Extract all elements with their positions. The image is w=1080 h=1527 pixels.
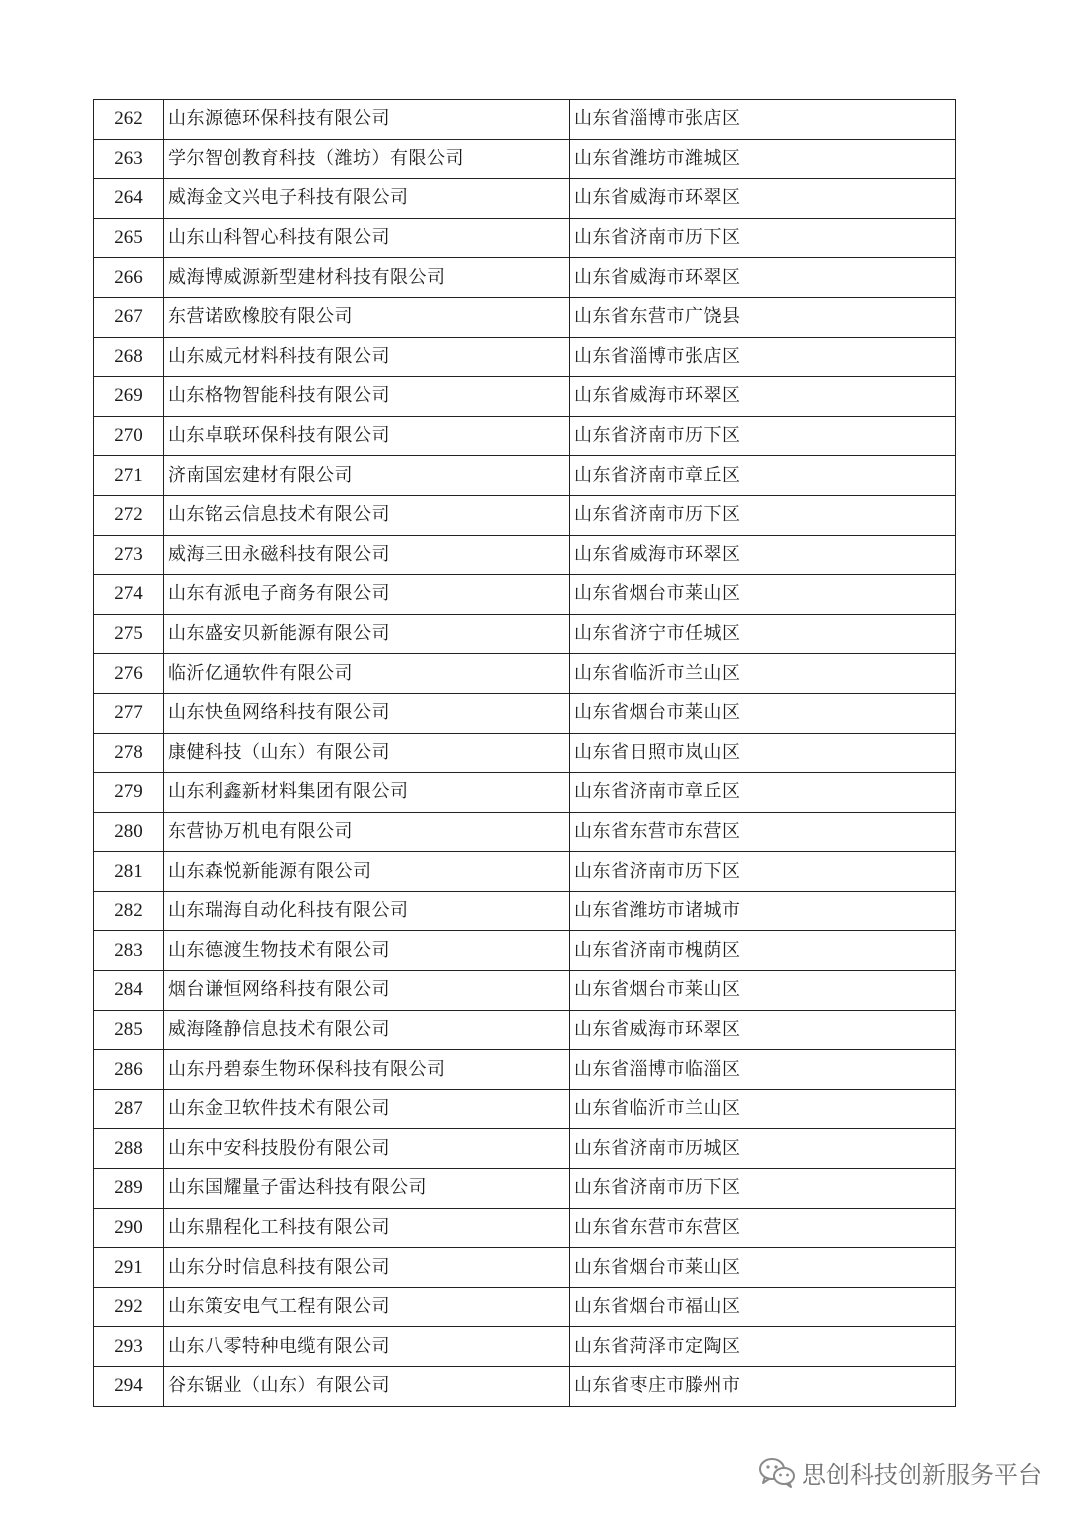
company-name: 山东分时信息科技有限公司 [164,1248,570,1288]
table-row [94,1010,956,1050]
table-row [94,931,956,971]
company-location: 山东省菏泽市定陶区 [570,1327,956,1367]
company-table [93,99,956,1407]
company-name: 康健科技（山东）有限公司 [164,733,570,773]
table-row [94,614,956,654]
watermark [758,1452,1042,1492]
row-number: 271 [94,456,164,496]
company-name: 威海隆静信息技术有限公司 [164,1010,570,1050]
company-location: 山东省烟台市莱山区 [570,693,956,733]
row-number: 266 [94,258,164,298]
table-row [94,377,956,417]
company-location: 山东省淄博市张店区 [570,337,956,377]
row-number: 280 [94,812,164,852]
company-location: 山东省济南市槐荫区 [570,931,956,971]
row-number: 291 [94,1248,164,1288]
wechat-icon [758,1456,796,1488]
company-location: 山东省济宁市任城区 [570,614,956,654]
row-number: 290 [94,1208,164,1248]
company-name: 山东鼎程化工科技有限公司 [164,1208,570,1248]
row-number: 278 [94,733,164,773]
company-location: 山东省东营市东营区 [570,1208,956,1248]
table-row [94,1367,956,1407]
table-row [94,139,956,179]
row-number: 286 [94,1050,164,1090]
row-number: 276 [94,654,164,694]
company-name: 威海金文兴电子科技有限公司 [164,179,570,219]
company-name: 山东德渡生物技术有限公司 [164,931,570,971]
company-location: 山东省济南市历下区 [570,852,956,892]
company-location: 山东省济南市历下区 [570,416,956,456]
row-number: 264 [94,179,164,219]
table-row [94,693,956,733]
company-name: 谷东锯业（山东）有限公司 [164,1367,570,1407]
company-location: 山东省威海市环翠区 [570,535,956,575]
company-name: 山东八零特种电缆有限公司 [164,1327,570,1367]
company-location: 山东省济南市章丘区 [570,773,956,813]
table-row [94,100,956,140]
company-location: 山东省淄博市临淄区 [570,1050,956,1090]
company-location: 山东省临沂市兰山区 [570,654,956,694]
company-name: 山东国耀量子雷达科技有限公司 [164,1169,570,1209]
company-name: 东营协万机电有限公司 [164,812,570,852]
row-number: 285 [94,1010,164,1050]
company-name: 山东中安科技股份有限公司 [164,1129,570,1169]
row-number: 288 [94,1129,164,1169]
table-row [94,1169,956,1209]
company-name: 山东有派电子商务有限公司 [164,575,570,615]
table-row [94,179,956,219]
company-location: 山东省烟台市莱山区 [570,971,956,1011]
table-row [94,1050,956,1090]
company-name: 山东盛安贝新能源有限公司 [164,614,570,654]
row-number: 282 [94,891,164,931]
table-row [94,891,956,931]
row-number: 277 [94,693,164,733]
company-location: 山东省淄博市张店区 [570,100,956,140]
company-name: 山东源德环保科技有限公司 [164,100,570,140]
company-name: 济南国宏建材有限公司 [164,456,570,496]
row-number: 267 [94,297,164,337]
company-name: 威海博威源新型建材科技有限公司 [164,258,570,298]
row-number: 263 [94,139,164,179]
row-number: 293 [94,1327,164,1367]
company-location: 山东省烟台市莱山区 [570,575,956,615]
company-location: 山东省烟台市福山区 [570,1287,956,1327]
table-row [94,297,956,337]
company-location: 山东省威海市环翠区 [570,377,956,417]
watermark-text: 思创科技创新服务平台 [802,1460,1042,1489]
table-row [94,258,956,298]
company-name: 烟台谦恒网络科技有限公司 [164,971,570,1011]
row-number: 273 [94,535,164,575]
table-row [94,812,956,852]
row-number: 279 [94,773,164,813]
table-row [94,1327,956,1367]
company-location: 山东省济南市历下区 [570,495,956,535]
table-row [94,852,956,892]
row-number: 289 [94,1169,164,1209]
table-row [94,575,956,615]
row-number: 268 [94,337,164,377]
row-number: 287 [94,1089,164,1129]
row-number: 281 [94,852,164,892]
row-number: 269 [94,377,164,417]
row-number: 262 [94,100,164,140]
company-location: 山东省济南市历下区 [570,218,956,258]
company-name: 山东金卫软件技术有限公司 [164,1089,570,1129]
company-location: 山东省东营市东营区 [570,812,956,852]
company-location: 山东省烟台市莱山区 [570,1248,956,1288]
table-row [94,495,956,535]
row-number: 270 [94,416,164,456]
company-name: 威海三田永磁科技有限公司 [164,535,570,575]
company-name: 东营诺欧橡胶有限公司 [164,297,570,337]
company-location: 山东省威海市环翠区 [570,1010,956,1050]
table-row [94,416,956,456]
company-name: 山东策安电气工程有限公司 [164,1287,570,1327]
company-name: 山东格物智能科技有限公司 [164,377,570,417]
company-location: 山东省潍坊市诸城市 [570,891,956,931]
company-location: 山东省临沂市兰山区 [570,1089,956,1129]
company-name: 山东瑞海自动化科技有限公司 [164,891,570,931]
company-name: 山东快鱼网络科技有限公司 [164,693,570,733]
company-location: 山东省济南市章丘区 [570,456,956,496]
row-number: 292 [94,1287,164,1327]
table-row [94,654,956,694]
company-name: 临沂亿通软件有限公司 [164,654,570,694]
table-row [94,337,956,377]
row-number: 265 [94,218,164,258]
company-location: 山东省济南市历下区 [570,1169,956,1209]
company-name: 山东威元材料科技有限公司 [164,337,570,377]
table-row [94,773,956,813]
row-number: 272 [94,495,164,535]
company-name: 山东卓联环保科技有限公司 [164,416,570,456]
table-row [94,218,956,258]
table-row [94,1248,956,1288]
table-row [94,971,956,1011]
table-row [94,1287,956,1327]
row-number: 284 [94,971,164,1011]
table-row [94,1089,956,1129]
company-location: 山东省东营市广饶县 [570,297,956,337]
row-number: 294 [94,1367,164,1407]
company-name: 山东山科智心科技有限公司 [164,218,570,258]
table-row [94,1208,956,1248]
table-row [94,456,956,496]
company-name: 山东森悦新能源有限公司 [164,852,570,892]
company-location: 山东省济南市历城区 [570,1129,956,1169]
company-name: 学尔智创教育科技（潍坊）有限公司 [164,139,570,179]
company-table-body [94,100,956,1407]
company-location: 山东省日照市岚山区 [570,733,956,773]
company-location: 山东省潍坊市潍城区 [570,139,956,179]
company-location: 山东省威海市环翠区 [570,258,956,298]
row-number: 274 [94,575,164,615]
company-name: 山东利鑫新材料集团有限公司 [164,773,570,813]
company-location: 山东省枣庄市滕州市 [570,1367,956,1407]
table-row [94,733,956,773]
company-name: 山东铭云信息技术有限公司 [164,495,570,535]
company-location: 山东省威海市环翠区 [570,179,956,219]
row-number: 283 [94,931,164,971]
company-name: 山东丹碧泰生物环保科技有限公司 [164,1050,570,1090]
row-number: 275 [94,614,164,654]
table-row [94,1129,956,1169]
table-row [94,535,956,575]
